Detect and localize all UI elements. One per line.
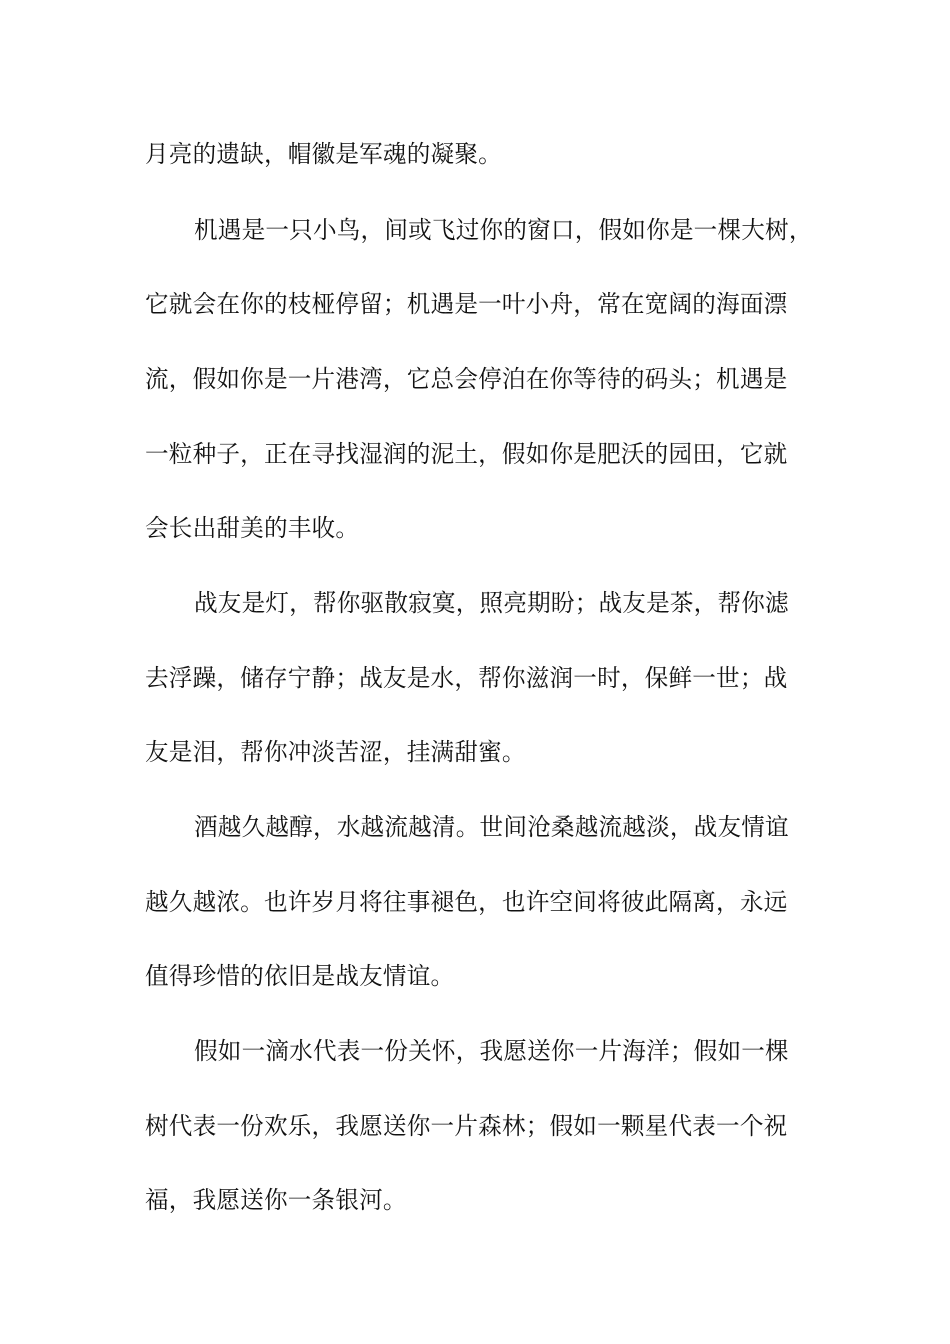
paragraph-wish-line-3: 福，我愿送你一条银河。: [145, 1186, 407, 1214]
paragraph-opportunity-line-3: 流，假如你是一片港湾，它总会停泊在你等待的码头；机遇是: [145, 365, 788, 393]
text-line-1: 月亮的遗缺，帽徽是军魂的凝聚。: [145, 140, 502, 168]
paragraph-opportunity-line-2: 它就会在你的枝桠停留；机遇是一叶小舟，常在宽阔的海面漂: [145, 290, 788, 318]
paragraph-wish-line-1: 假如一滴水代表一份关怀，我愿送你一片海洋；假如一棵: [194, 1037, 789, 1065]
paragraph-opportunity-line-5: 会长出甜美的丰收。: [145, 514, 360, 542]
paragraph-wish-line-2: 树代表一份欢乐，我愿送你一片森林；假如一颗星代表一个祝: [145, 1112, 788, 1140]
paragraph-comrade-line-1: 战友是灯，帮你驱散寂寞，照亮期盼；战友是茶，帮你滤: [194, 589, 789, 617]
paragraph-opportunity-line-4: 一粒种子，正在寻找湿润的泥土，假如你是肥沃的园田，它就: [145, 440, 788, 468]
paragraph-wine-line-3: 值得珍惜的依旧是战友情谊。: [145, 962, 455, 990]
paragraph-wine-line-2: 越久越浓。也许岁月将往事褪色，也许空间将彼此隔离，永远: [145, 888, 788, 916]
paragraph-comrade-line-3: 友是泪，帮你冲淡苦涩，挂满甜蜜。: [145, 738, 526, 766]
paragraph-comrade-line-2: 去浮躁，储存宁静；战友是水，帮你滋润一时，保鲜一世；战: [145, 664, 788, 692]
paragraph-opportunity-line-1: 机遇是一只小鸟，间或飞过你的窗口，假如你是一棵大树，: [194, 216, 813, 244]
paragraph-wine-line-1: 酒越久越醇，水越流越清。世间沧桑越流越淡，战友情谊: [194, 813, 789, 841]
